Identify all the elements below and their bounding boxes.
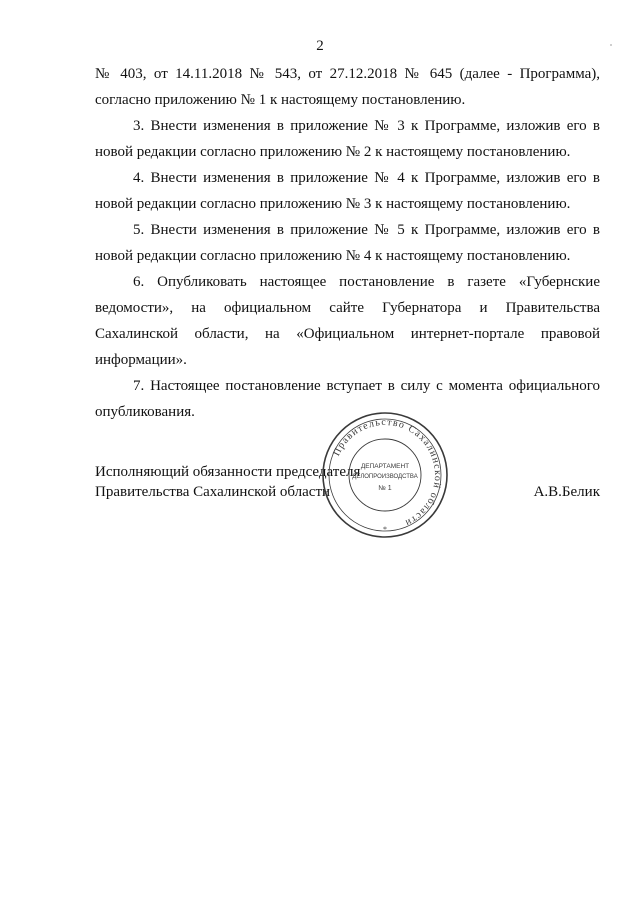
page-number: 2 [316, 38, 324, 54]
svg-text:№ 1: № 1 [378, 485, 392, 492]
paragraph-item-6: 6. Опубликовать настоящее постановление в газете «Губернские ведомости», на официальном сайте Губернатора и Правительства Сахалинской области, на «Официальном интернет-портале правовой информации». [95, 274, 600, 368]
svg-text:ДЕПАРТАМЕНТ: ДЕПАРТАМЕНТ [360, 463, 410, 470]
scan-edge-mark [610, 44, 612, 46]
svg-text:ДЕЛОПРОИЗВОДСТВА: ДЕЛОПРОИЗВОДСТВА [352, 474, 418, 480]
signatory-position-line1: Исполняющий обязанности председателя [95, 464, 361, 480]
paragraph-item-5: 5. Внести изменения в приложение № 5 к Программе, изложив его в новой редакции согласно приложению № 4 к настоящему постановлению. [95, 222, 600, 264]
paragraph-continuation: № 403, от 14.11.2018 № 543, от 27.12.2018 № 645 (далее - Программа), согласно приложению № 1 к настоящему постановлению. [95, 66, 600, 108]
paragraph-item-7: 7. Настоящее постановление вступает в силу с момента официального опубликования. [95, 378, 600, 420]
svg-text:Правительство Сахалинской обла: Правительство Сахалинской области [331, 416, 444, 529]
signatory-position-line2: Правительства Сахалинской области [95, 484, 331, 500]
paragraph-item-4: 4. Внести изменения в приложение № 4 к Программе, изложив его в новой редакции согласно приложению № 3 к настоящему постановлению. [95, 170, 600, 212]
official-seal-stamp [320, 410, 450, 540]
document-body [95, 61, 600, 425]
svg-text:*: * [383, 525, 387, 534]
paragraph-item-3: 3. Внести изменения в приложение № 3 к Программе, изложив его в новой редакции согласно приложению № 2 к настоящему постановлению. [95, 118, 600, 160]
signatory-name: А.В.Белик [533, 484, 600, 500]
